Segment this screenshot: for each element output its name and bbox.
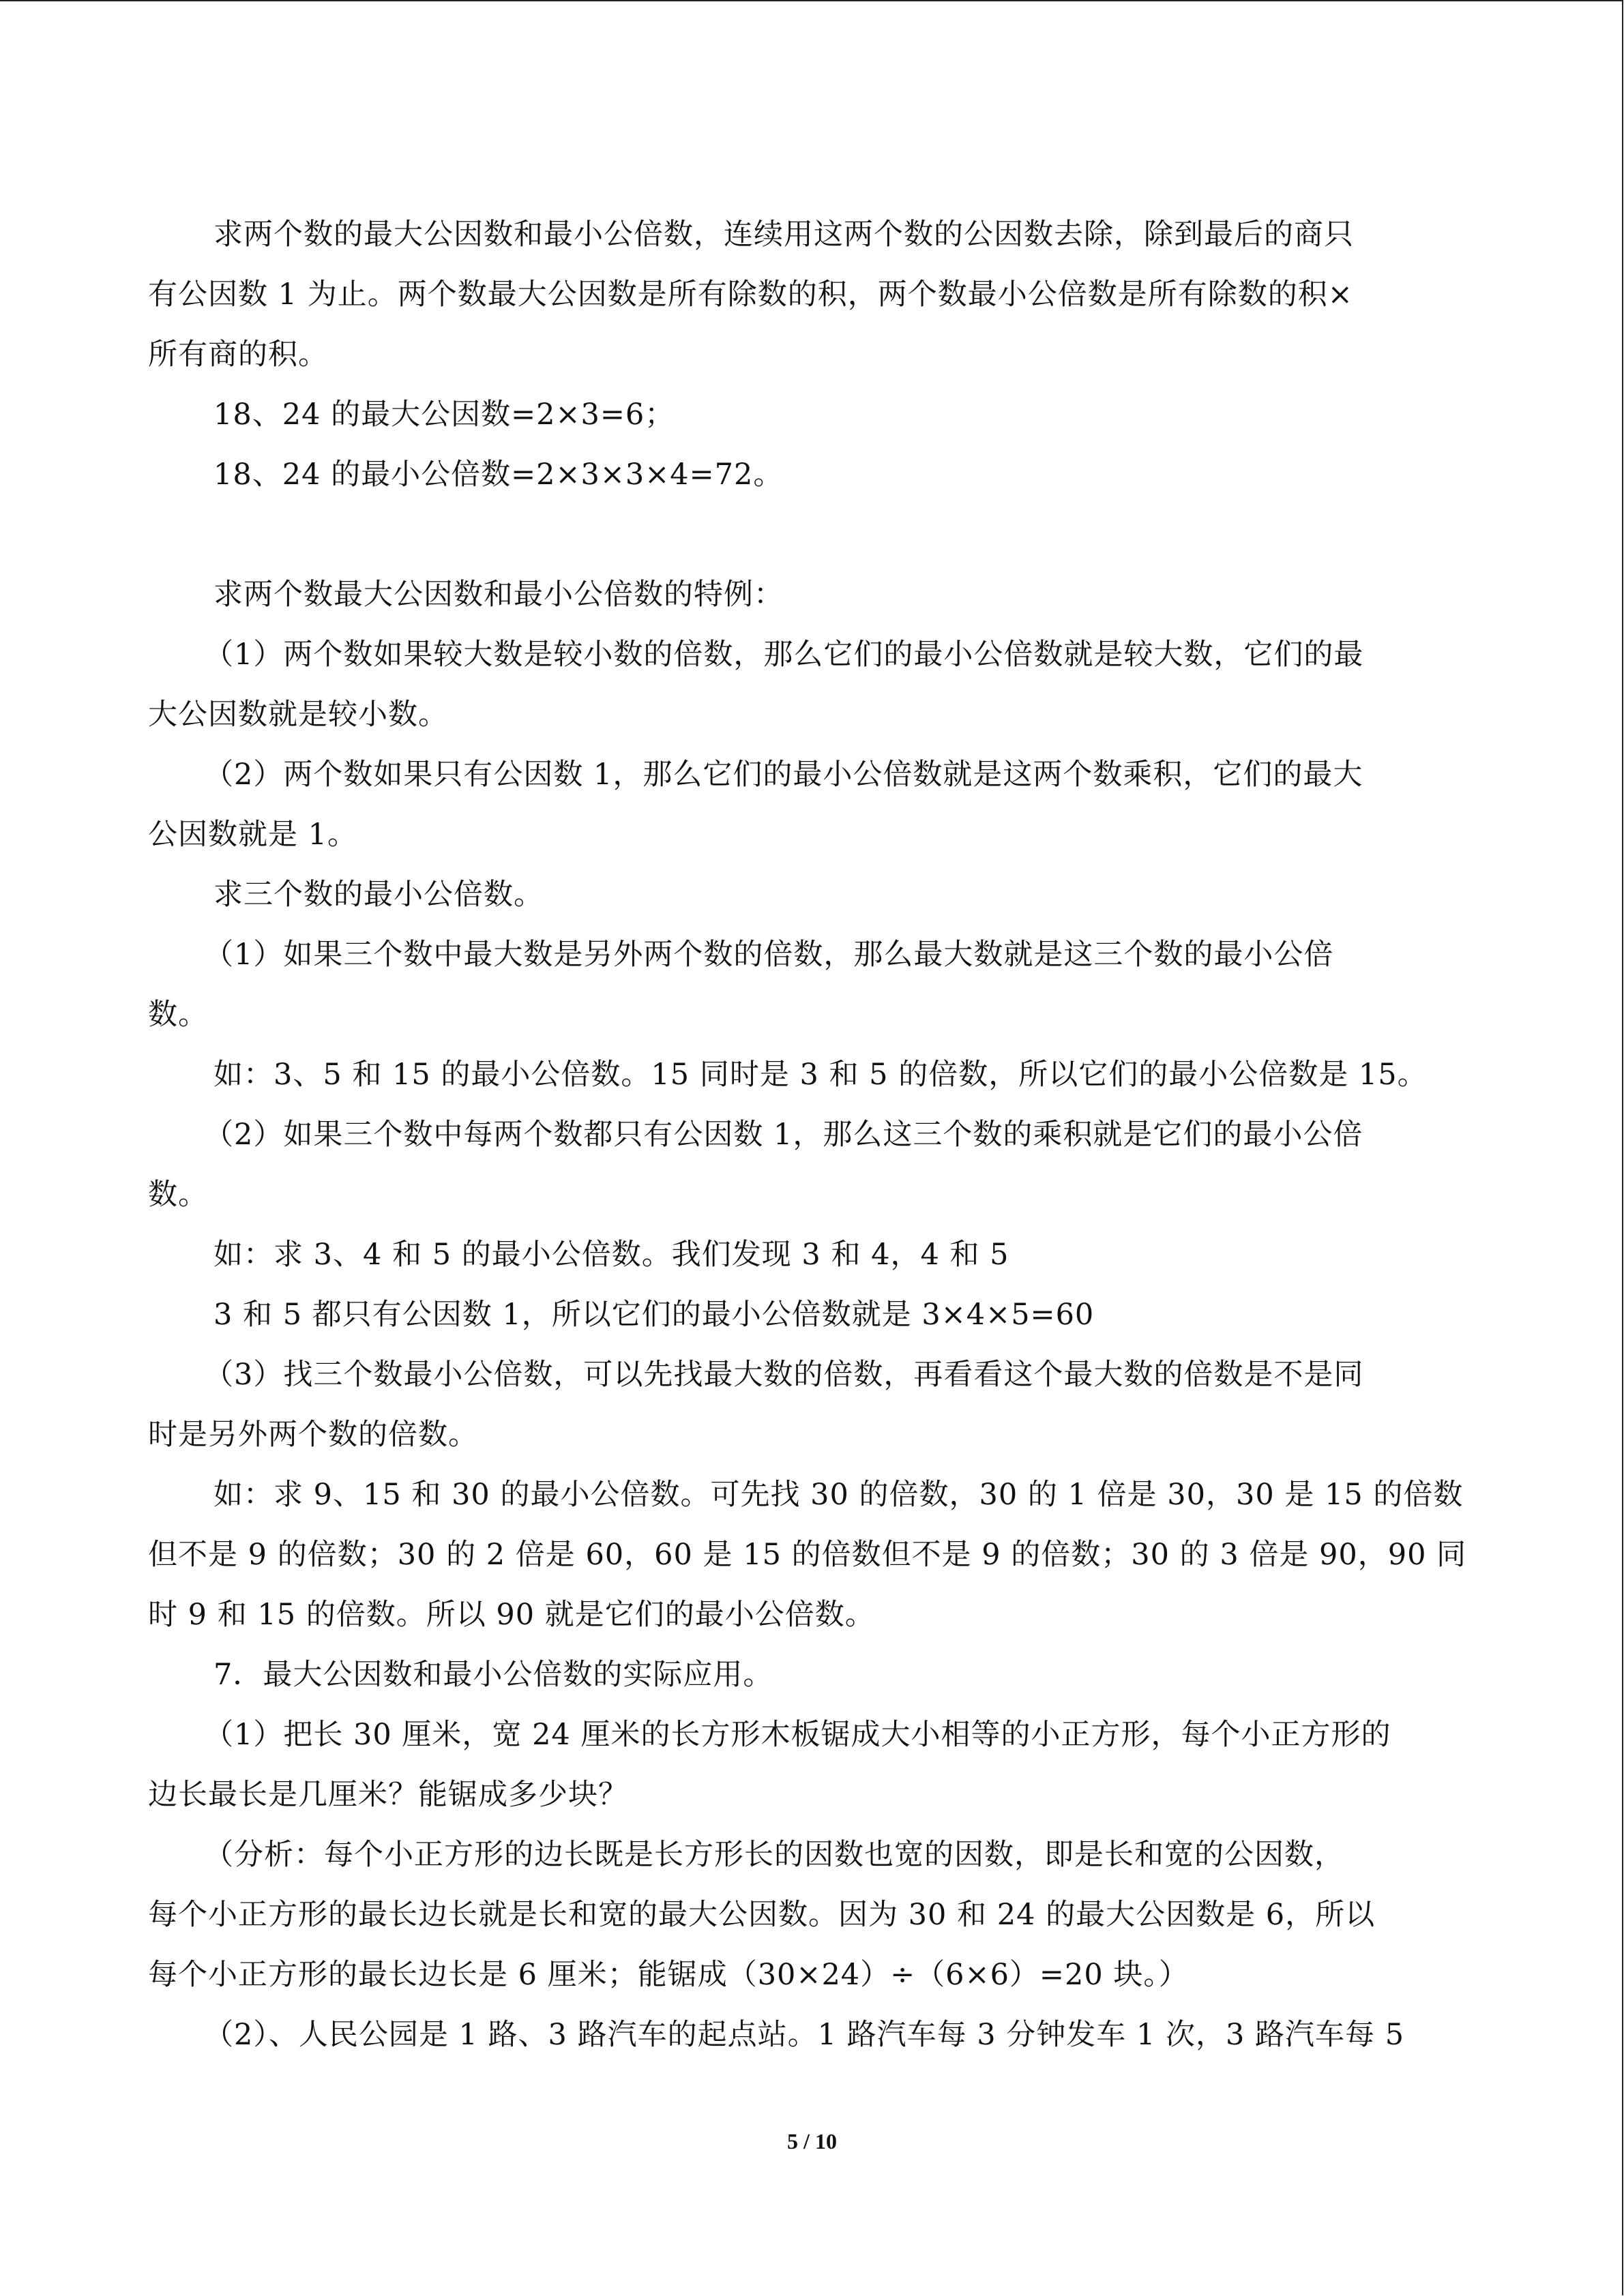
paragraph-line: 如：3、5 和 15 的最小公倍数。15 同时是 3 和 5 的倍数，所以它们的最小公倍数是 15。 — [213, 1058, 1428, 1092]
paragraph-line: （1）如果三个数中最大数是另外两个数的倍数，那么最大数就是这三个数的最小公倍 — [204, 938, 1334, 972]
paragraph-line: 18、24 的最小公倍数=2×3×3×4=72。 — [213, 458, 784, 492]
paragraph-line: 边长最长是几厘米？能锯成多少块？ — [148, 1778, 628, 1812]
paragraph-line: 但不是 9 的倍数；30 的 2 倍是 60，60 是 15 的倍数但不是 9 的倍数；30 的 3 倍是 90，90 同 — [148, 1538, 1467, 1572]
section-heading: 7．最大公因数和最小公倍数的实际应用。 — [213, 1658, 773, 1692]
paragraph-line: 数。 — [148, 1178, 208, 1212]
paragraph-line: 3 和 5 都只有公因数 1，所以它们的最小公倍数就是 3×4×5=60 — [213, 1298, 1095, 1332]
paragraph-line: 如：求 9、15 和 30 的最小公倍数。可先找 30 的倍数，30 的 1 倍是 30，30 是 15 的倍数 — [213, 1478, 1464, 1512]
paragraph-line: 有公因数 1 为止。两个数最大公因数是所有除数的积，两个数最小公倍数是所有除数的积× — [148, 278, 1353, 312]
paragraph-line: （3）找三个数最小公倍数，可以先找最大数的倍数，再看看这个最大数的倍数是不是同 — [204, 1358, 1364, 1392]
blank-line — [148, 505, 1478, 565]
paragraph-line: 每个小正方形的最长边长是 6 厘米；能锯成（30×24）÷（6×6）=20 块。） — [148, 1958, 1189, 1992]
paragraph-line: 时 9 和 15 的倍数。所以 90 就是它们的最小公倍数。 — [148, 1598, 875, 1632]
paragraph-line: 18、24 的最大公因数=2×3=6； — [213, 398, 675, 432]
paragraph-line: （分析：每个小正方形的边长既是长方形长的因数也宽的因数，即是长和宽的公因数， — [204, 1838, 1344, 1872]
paragraph-line: 时是另外两个数的倍数。 — [148, 1418, 478, 1452]
section-heading: 求两个数最大公因数和最小公倍数的特例： — [213, 578, 784, 612]
paragraph-line: 大公因数就是较小数。 — [148, 698, 448, 732]
paragraph-line: （1）两个数如果较大数是较小数的倍数，那么它们的最小公倍数就是较大数，它们的最 — [204, 638, 1364, 672]
paragraph-line: 求两个数的最大公因数和最小公倍数，连续用这两个数的公因数去除，除到最后的商只 — [213, 218, 1354, 252]
paragraph-line: （2）两个数如果只有公因数 1，那么它们的最小公倍数就是这两个数乘积，它们的最大 — [204, 758, 1363, 792]
paragraph-line: （2）、人民公园是 1 路、3 路汽车的起点站。1 路汽车每 3 分钟发车 1 次，3 路汽车每 5 — [204, 2018, 1405, 2052]
section-heading: 求三个数的最小公倍数。 — [213, 878, 544, 912]
paragraph-line: 如：求 3、4 和 5 的最小公倍数。我们发现 3 和 4，4 和 5 — [213, 1238, 1009, 1272]
paragraph-line: 公因数就是 1。 — [148, 818, 358, 852]
paragraph-line: 数。 — [148, 998, 208, 1032]
paragraph-line: （2）如果三个数中每两个数都只有公因数 1，那么这三个数的乘积就是它们的最小公倍 — [204, 1118, 1363, 1152]
paragraph-line: 每个小正方形的最长边长就是长和宽的最大公因数。因为 30 和 24 的最大公因数是 6，所以 — [148, 1898, 1376, 1932]
paragraph-line: 所有商的积。 — [148, 338, 328, 372]
document-body — [148, 205, 1478, 2065]
page-number: 5 / 10 — [787, 2129, 837, 2153]
paragraph-line: （1）把长 30 厘米，宽 24 厘米的长方形木板锯成大小相等的小正方形，每个小正方形的 — [204, 1718, 1391, 1752]
